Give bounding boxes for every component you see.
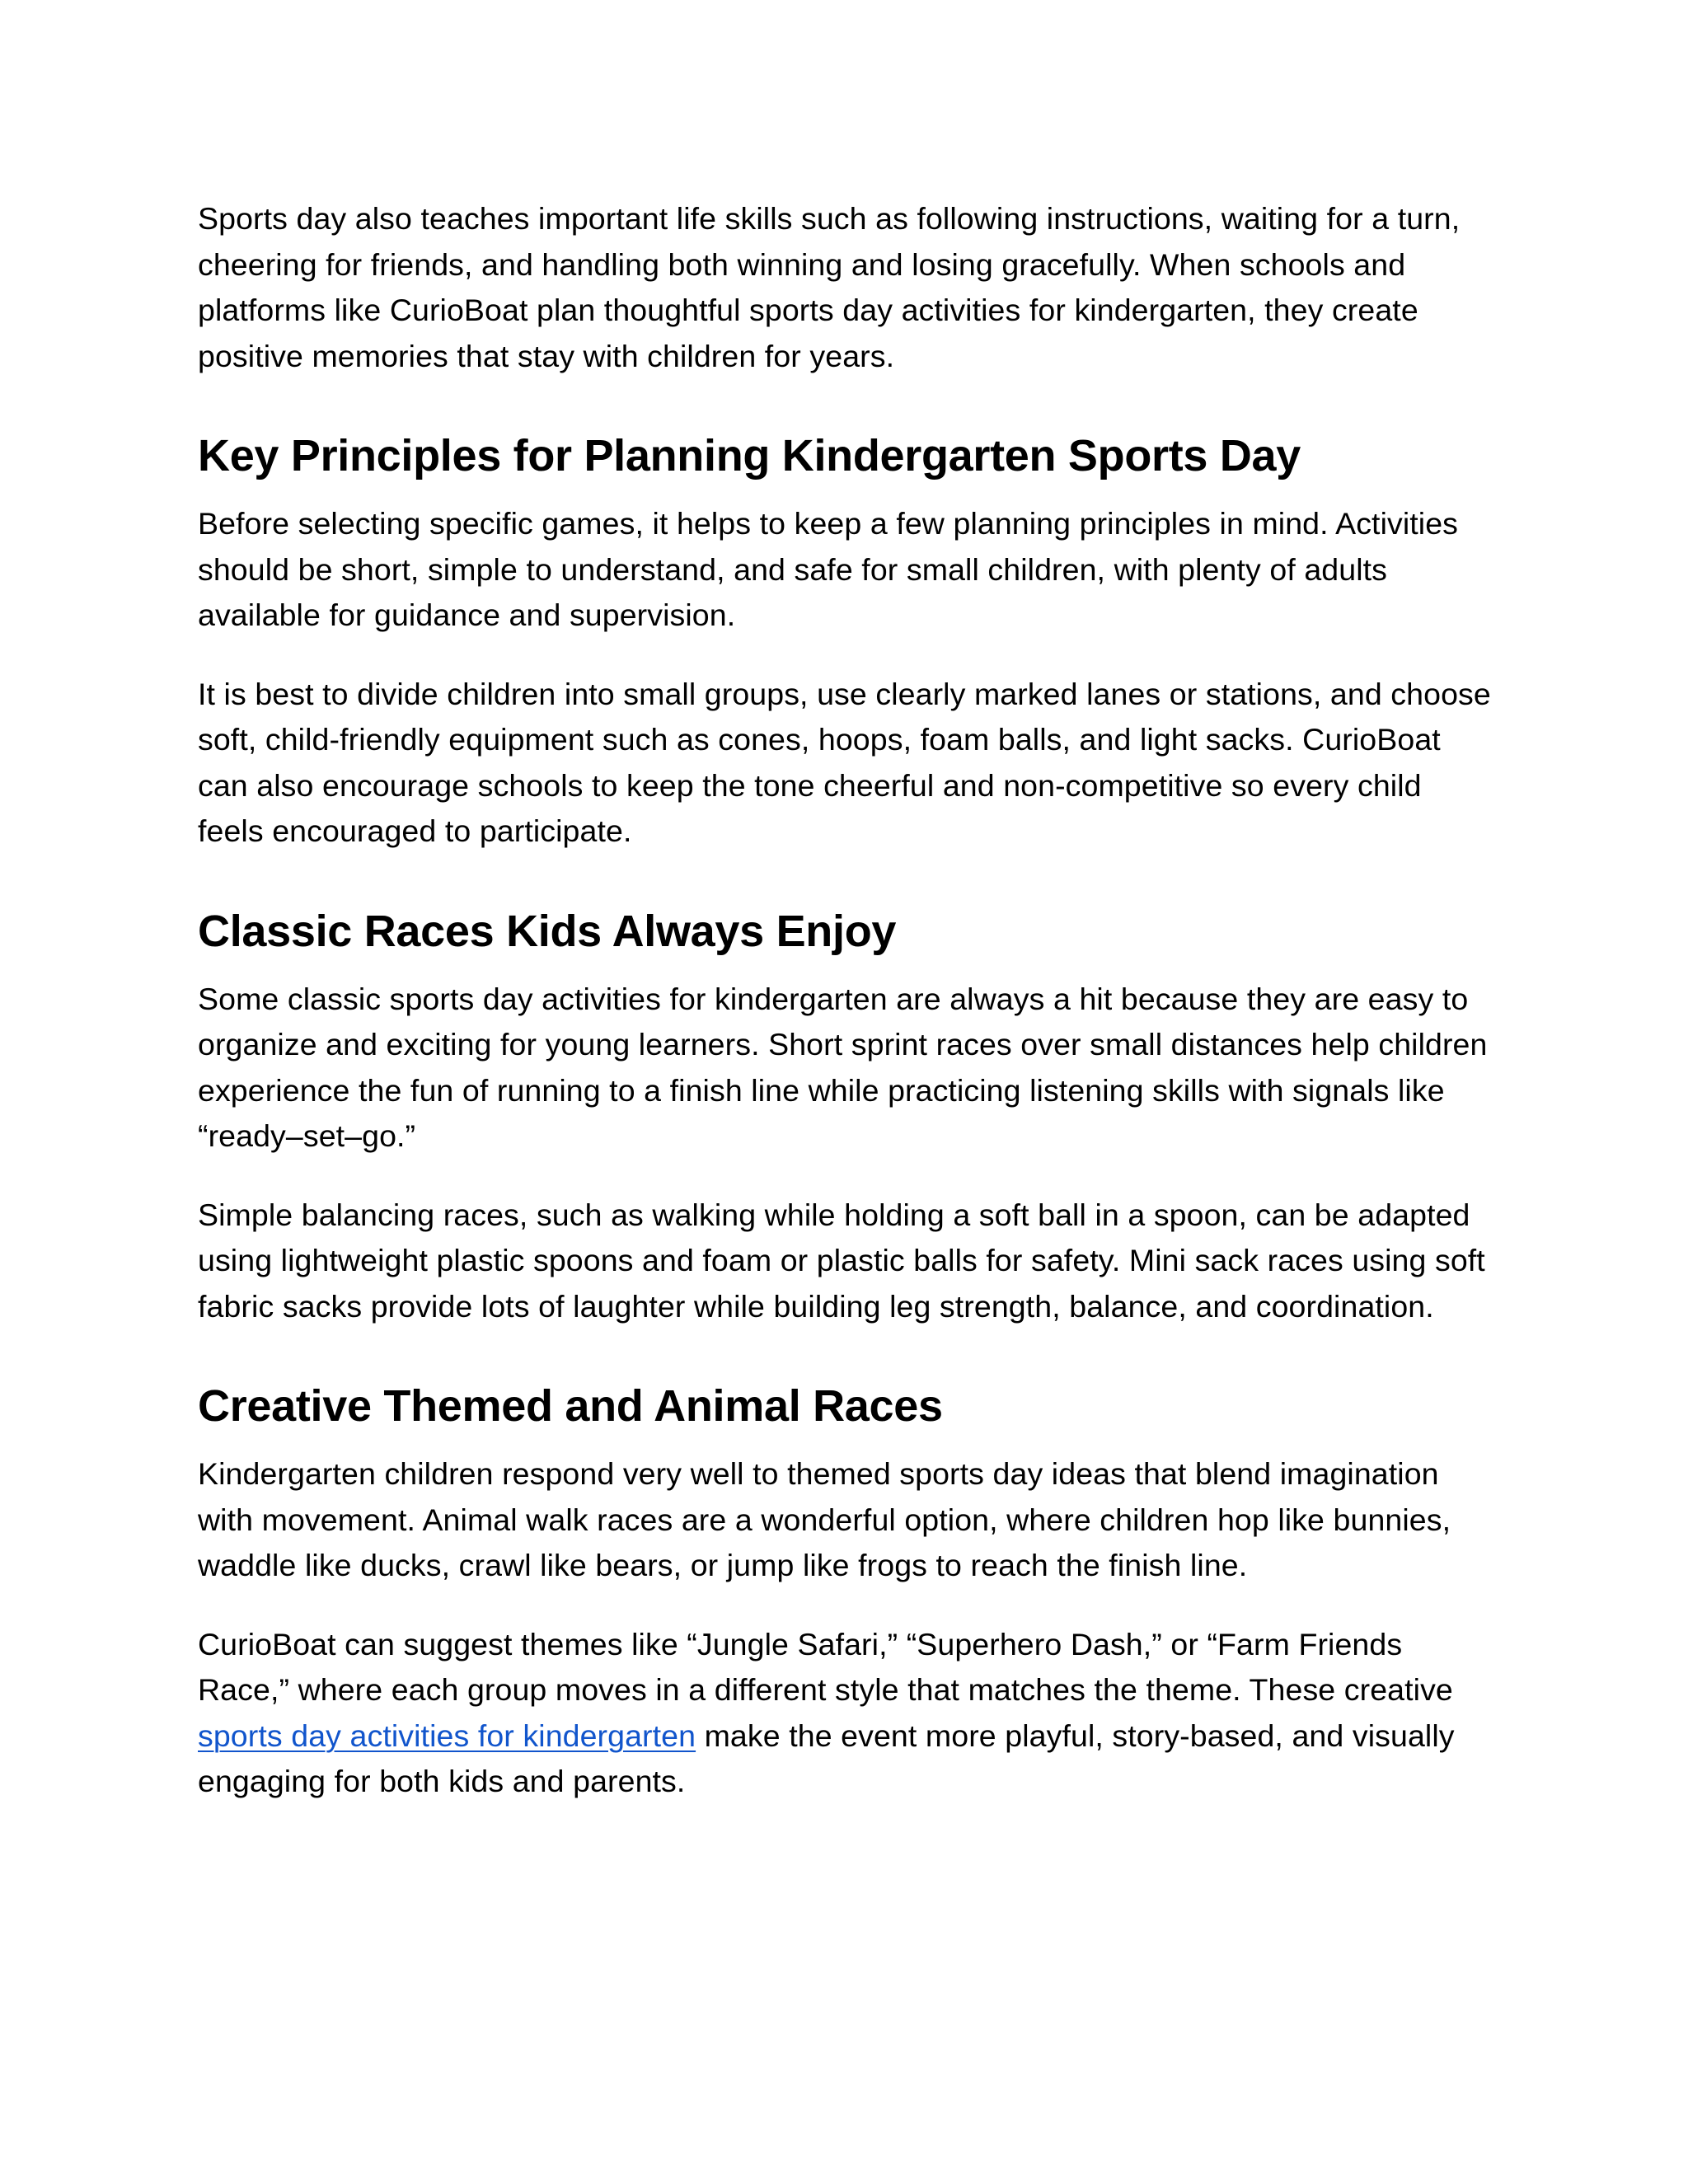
heading-classic-races: Classic Races Kids Always Enjoy — [198, 906, 897, 956]
themes-text-after-link: make the event more playful, story-based, and visually engaging for both kids and parents. — [198, 1718, 1455, 1798]
heading-key-principles: Key Principles for Planning Kindergarten Sports Day — [198, 431, 1301, 480]
intro-paragraph: Sports day also teaches important life skills such as following instructions, waiting for a turn, cheering for friends, and handling both winning and losing gracefully. When schools and platforms like CurioBoat plan thoughtful sports day activities for kindergarten, they create positive memories that stay with children for years. — [198, 201, 1461, 373]
paragraph-classic-races: Some classic sports day activities for kindergarten are always a hit because they are easy to organize and exciting for young learners. Short sprint races over small distances help children experience the fun of running to a finish line while practicing listening skills with signals like “ready–set–go.” — [198, 981, 1488, 1153]
document-page — [198, 196, 1492, 1805]
heading-themed-races: Creative Themed and Animal Races — [198, 1381, 943, 1431]
paragraph-groups-equipment: It is best to divide children into small groups, use clearly marked lanes or stations, and choose soft, child-friendly equipment such as cones, hoops, foam balls, and light sacks. CurioBoat can also encourage schools to keep the tone cheerful and non-competitive so every child feels encouraged to participate. — [198, 676, 1491, 848]
paragraph-themes — [198, 1622, 1492, 1805]
paragraph-balancing-races: Simple balancing races, such as walking while holding a soft ball in a spoon, can be adapted using lightweight plastic spoons and foam or plastic balls for safety. Mini sack races using soft fabric sacks provide lots of laughter while building leg strength, balance, and coordination. — [198, 1197, 1485, 1324]
sports-day-activities-link[interactable]: sports day activities for kindergarten — [198, 1718, 696, 1753]
themes-text-before-link: CurioBoat can suggest themes like “Jungle Safari,” “Superhero Dash,” or “Farm Friends Race,” where each group moves in a different style that matches the theme. These creative — [198, 1626, 1453, 1707]
paragraph-animal-races: Kindergarten children respond very well to themed sports day ideas that blend imagination with movement. Animal walk races are a wonderful option, where children hop like bunnies, waddle like ducks, crawl like bears, or jump like frogs to reach the finish line. — [198, 1456, 1451, 1582]
paragraph-planning-principles: Before selecting specific games, it helps to keep a few planning principles in mind. Activities should be short, simple to understand, and safe for small children, with plenty of adults available for guidance and supervision. — [198, 506, 1459, 632]
